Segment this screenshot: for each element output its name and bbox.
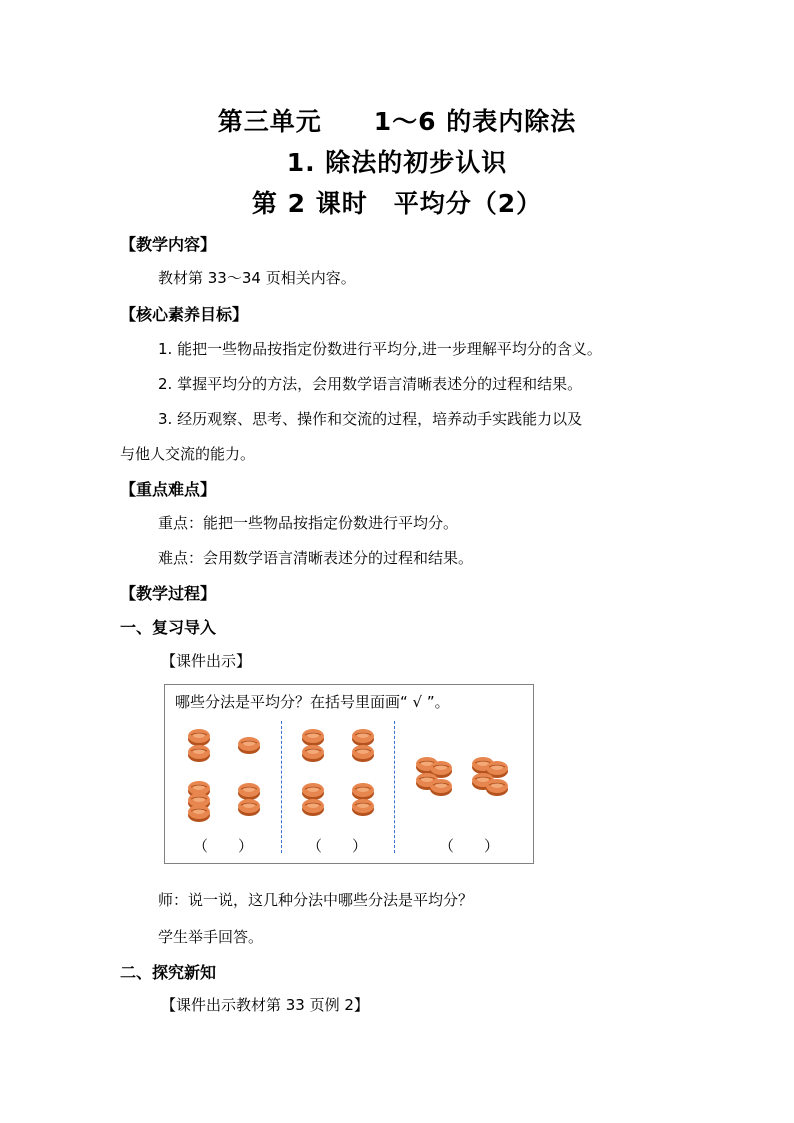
cookie xyxy=(352,799,374,816)
answer-paren-2[interactable]: （ ） xyxy=(307,837,368,855)
process-heading: 【教学过程】 xyxy=(120,584,217,603)
teacher-question: 师：说一说，这几种分法中哪些分法是平均分？ xyxy=(158,891,474,909)
cookie xyxy=(486,779,508,796)
cookie xyxy=(188,805,210,822)
cookie xyxy=(302,783,324,800)
cookie xyxy=(352,729,374,746)
goal-1: 1. 能把一些物品按指定份数进行平均分,进一步理解平均分的含义。 xyxy=(158,340,602,358)
cookie xyxy=(302,745,324,762)
section-title: 1. 除法的初步认识 xyxy=(286,148,508,177)
cookie xyxy=(352,745,374,762)
group-2-cookies xyxy=(302,729,374,816)
teaching-content-heading: 【教学内容】 xyxy=(120,235,217,254)
part-2-heading: 二、探究新知 xyxy=(120,963,217,982)
dashed-divider-1 xyxy=(281,721,282,853)
cookie xyxy=(352,783,374,800)
difficult-point: 难点：会用数学语言清晰表述分的过程和结果。 xyxy=(158,549,474,567)
exercise-prompt: 哪些分法是平均分？在括号里面画“ √ ”。 xyxy=(175,693,450,711)
goal-3-line-2: 与他人交流的能力。 xyxy=(120,445,256,463)
group-3-cookies xyxy=(416,757,508,796)
cookie xyxy=(302,799,324,816)
goal-3-line-1: 3. 经历观察、思考、操作和交流的过程，培养动手实践能力以及 xyxy=(158,410,583,428)
cookie xyxy=(302,729,324,746)
cookie xyxy=(188,729,210,746)
answer-paren-3[interactable]: （ ） xyxy=(439,837,500,855)
part-1-heading: 一、复习导入 xyxy=(120,618,217,637)
courseware-label-1: 【课件出示】 xyxy=(161,652,252,670)
teaching-content-text: 教材第 33～34 页相关内容。 xyxy=(158,269,356,287)
key-points-heading: 【重点难点】 xyxy=(120,480,217,499)
student-answer: 学生举手回答。 xyxy=(158,928,264,946)
exercise-box xyxy=(164,684,534,864)
cookie xyxy=(238,799,260,816)
cookie xyxy=(238,783,260,800)
key-point: 重点：能把一些物品按指定份数进行平均分。 xyxy=(158,514,459,532)
cookie xyxy=(430,779,452,796)
answer-paren-1[interactable]: （ ） xyxy=(193,837,254,855)
dashed-divider-2 xyxy=(394,721,395,853)
goal-2: 2. 掌握平均分的方法，会用数学语言清晰表述分的过程和结果。 xyxy=(158,375,583,393)
group-1-cookies xyxy=(188,729,260,822)
cookie xyxy=(238,737,260,754)
lesson-title: 第 2 课时 平均分（2） xyxy=(251,189,543,218)
courseware-label-2: 【课件出示教材第 33 页例 2】 xyxy=(161,996,369,1014)
unit-title: 第三单元 1～6 的表内除法 xyxy=(217,107,577,136)
cookie xyxy=(188,745,210,762)
goals-heading: 【核心素养目标】 xyxy=(120,305,249,324)
